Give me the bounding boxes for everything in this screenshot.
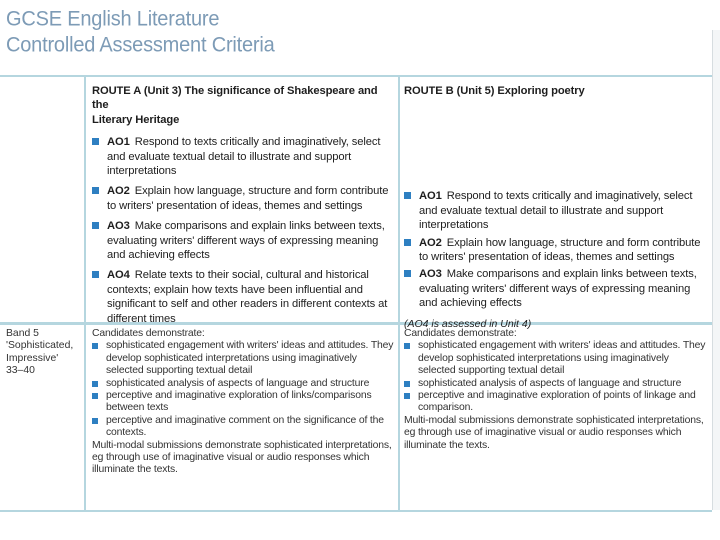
route-b-heading: ROUTE B (Unit 5) Exploring poetry — [404, 85, 585, 97]
right-edge-strip — [712, 30, 720, 510]
route-a-column — [92, 84, 394, 332]
route-a-ao3: AO3 Make comparisons and explain links between texts, evaluating writers' different ways of expressing meaning and achieving effects — [92, 219, 394, 262]
list-item: perceptive and imaginative comment on the significance of the contexts. — [92, 415, 394, 440]
route-b-ao3: AO3 Make comparisons and explain links between texts, evaluating writers' different ways of expressing meaning and achieving effects — [404, 267, 708, 310]
square-bullet-icon — [404, 393, 410, 399]
route-a-ao2: AO2 Explain how language, structure and form contribute to writers' presentation of ideas, themes and settings — [92, 184, 394, 213]
list-item: sophisticated analysis of aspects of language and structure — [92, 378, 394, 390]
route-a-ao4: AO4 Relate texts to their social, cultural and historical contexts; explain how texts have been influential and significant to self and other readers in different contexts at different times — [92, 268, 394, 326]
grid-bottom-line — [0, 510, 712, 512]
criteria-intro: Candidates demonstrate: — [404, 328, 517, 339]
multimodal-note: Multi-modal submissions demonstrate sophisticated interpretations, eg through use of imaginative visual or audio responses which illuminate the texts. — [92, 439, 392, 476]
grid-col-divider-2 — [398, 75, 400, 510]
document-title — [6, 7, 546, 59]
square-bullet-icon — [404, 381, 410, 387]
square-bullet-icon — [92, 138, 99, 145]
square-bullet-icon — [404, 239, 411, 246]
route-b-column — [404, 84, 708, 331]
list-item: sophisticated engagement with writers' ideas and attitudes. They develop sophisticated interpretations using imaginatively selected supporting textual detail — [404, 340, 708, 377]
list-item: perceptive and imaginative exploration of points of linkage and comparison. — [404, 390, 708, 415]
band-label: Band 5 'Sophisticated, Impressive' 33–40 — [6, 328, 74, 377]
criteria-route-b — [404, 328, 708, 452]
title-line-1: GCSE English Literature — [6, 8, 220, 31]
list-item: sophisticated engagement with writers' ideas and attitudes. They develop sophisticated interpretations using imaginatively selected supporting textual detail — [92, 340, 394, 377]
title-line-2: Controlled Assessment Criteria — [6, 34, 275, 57]
square-bullet-icon — [92, 343, 98, 349]
criteria-list — [92, 340, 394, 439]
square-bullet-icon — [404, 270, 411, 277]
square-bullet-icon — [404, 192, 411, 199]
criteria-intro: Candidates demonstrate: — [92, 328, 205, 339]
multimodal-note: Multi-modal submissions demonstrate sophisticated interpretations, eg through use of imaginative visual or audio responses which illuminate the texts. — [404, 414, 704, 451]
route-b-ao1: AO1 Respond to texts critically and imaginatively, select and evaluate textual detail to illustrate and support interpretations — [404, 189, 708, 232]
square-bullet-icon — [92, 381, 98, 387]
route-a-ao1: AO1 Respond to texts critically and imaginatively, select and evaluate textual detail to illustrate and support interpretations — [92, 135, 394, 178]
square-bullet-icon — [92, 418, 98, 424]
criteria-list — [404, 340, 708, 414]
square-bullet-icon — [404, 343, 410, 349]
list-item: perceptive and imaginative exploration of links/comparisons between texts — [92, 390, 394, 415]
route-a-heading: ROUTE A (Unit 3) The significance of Shakespeare and the Literary Heritage — [92, 85, 378, 126]
ao4-note: (AO4 is assessed in Unit 4) — [404, 317, 532, 330]
square-bullet-icon — [92, 222, 99, 229]
grid-col-divider-1 — [84, 75, 86, 510]
square-bullet-icon — [92, 393, 98, 399]
square-bullet-icon — [92, 187, 99, 194]
grid-top-line — [0, 75, 712, 77]
list-item: sophisticated analysis of aspects of language and structure — [404, 378, 708, 390]
square-bullet-icon — [92, 271, 99, 278]
criteria-route-a — [92, 328, 394, 477]
route-b-ao2: AO2 Explain how language, structure and form contribute to writers' presentation of ideas, themes and settings — [404, 236, 708, 265]
